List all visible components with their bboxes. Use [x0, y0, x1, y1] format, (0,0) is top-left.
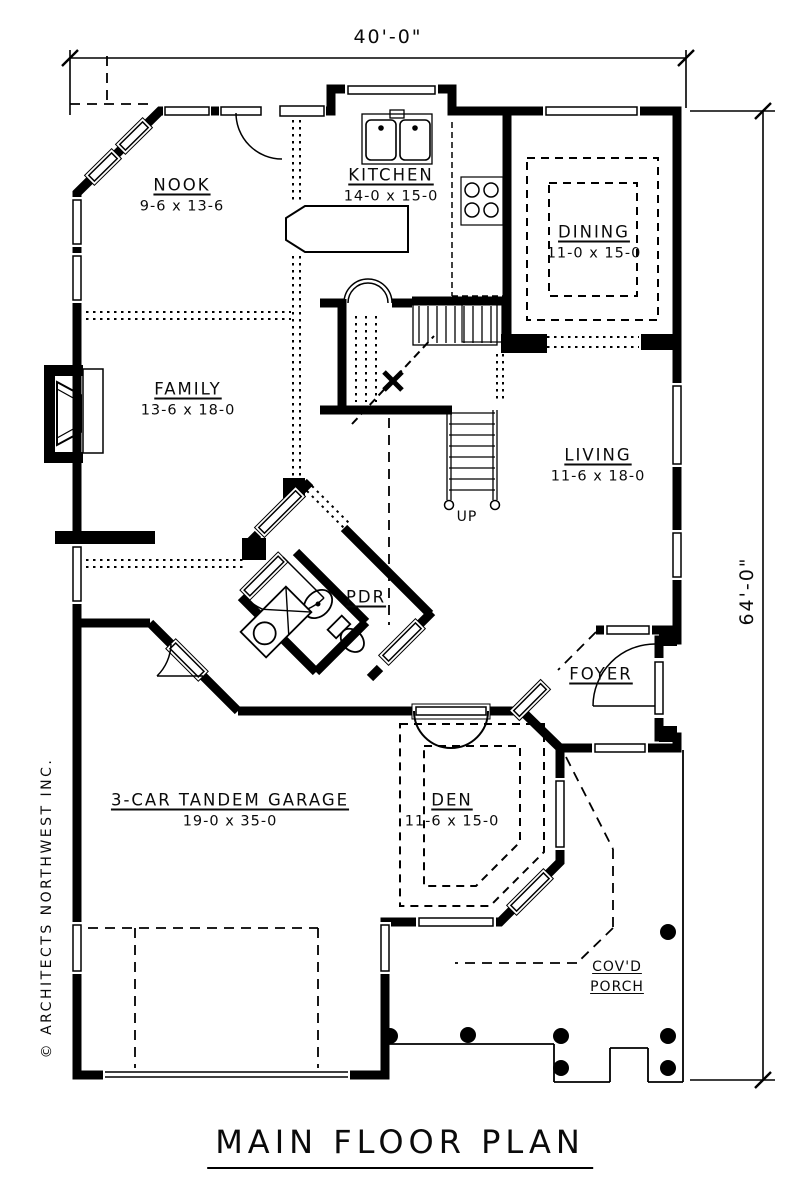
right-dimension-label: 64'-0"	[736, 556, 758, 626]
kitchen-counter-lines	[452, 122, 504, 296]
room-label-living: LIVING 11-6 x 18-0	[550, 445, 646, 485]
page-title: MAIN FLOOR PLAN	[207, 1123, 593, 1169]
room-label-garage: 3-CAR TANDEM GARAGE 19-0 x 35-0	[110, 790, 350, 830]
stairs	[344, 279, 500, 510]
porch-posts	[382, 924, 676, 1076]
room-label-foyer: FOYER	[569, 664, 633, 684]
room-label-family: FAMILY 13-6 x 18-0	[140, 379, 236, 419]
room-label-covd-porch: COV'D PORCH	[590, 959, 644, 995]
room-label-dining: DINING 11-0 x 15-0	[546, 222, 642, 262]
kitchen-sink-icon	[362, 110, 432, 164]
wall-segment	[55, 531, 155, 544]
copyright-text: © ARCHITECTS NORTHWEST INC.	[39, 757, 55, 1059]
room-label-pdr: PDR	[345, 587, 387, 607]
room-label-nook: NOOK 9-6 x 13-6	[139, 175, 225, 215]
stairs-up-label: UP	[456, 509, 478, 525]
room-label-kitchen: KITCHEN 14-0 x 15-0	[343, 165, 439, 205]
top-dimension-label: 40'-0"	[353, 26, 423, 48]
kitchen-island	[286, 206, 408, 252]
room-label-den: DEN 11-6 x 15-0	[404, 790, 500, 830]
den-arch	[412, 704, 490, 748]
